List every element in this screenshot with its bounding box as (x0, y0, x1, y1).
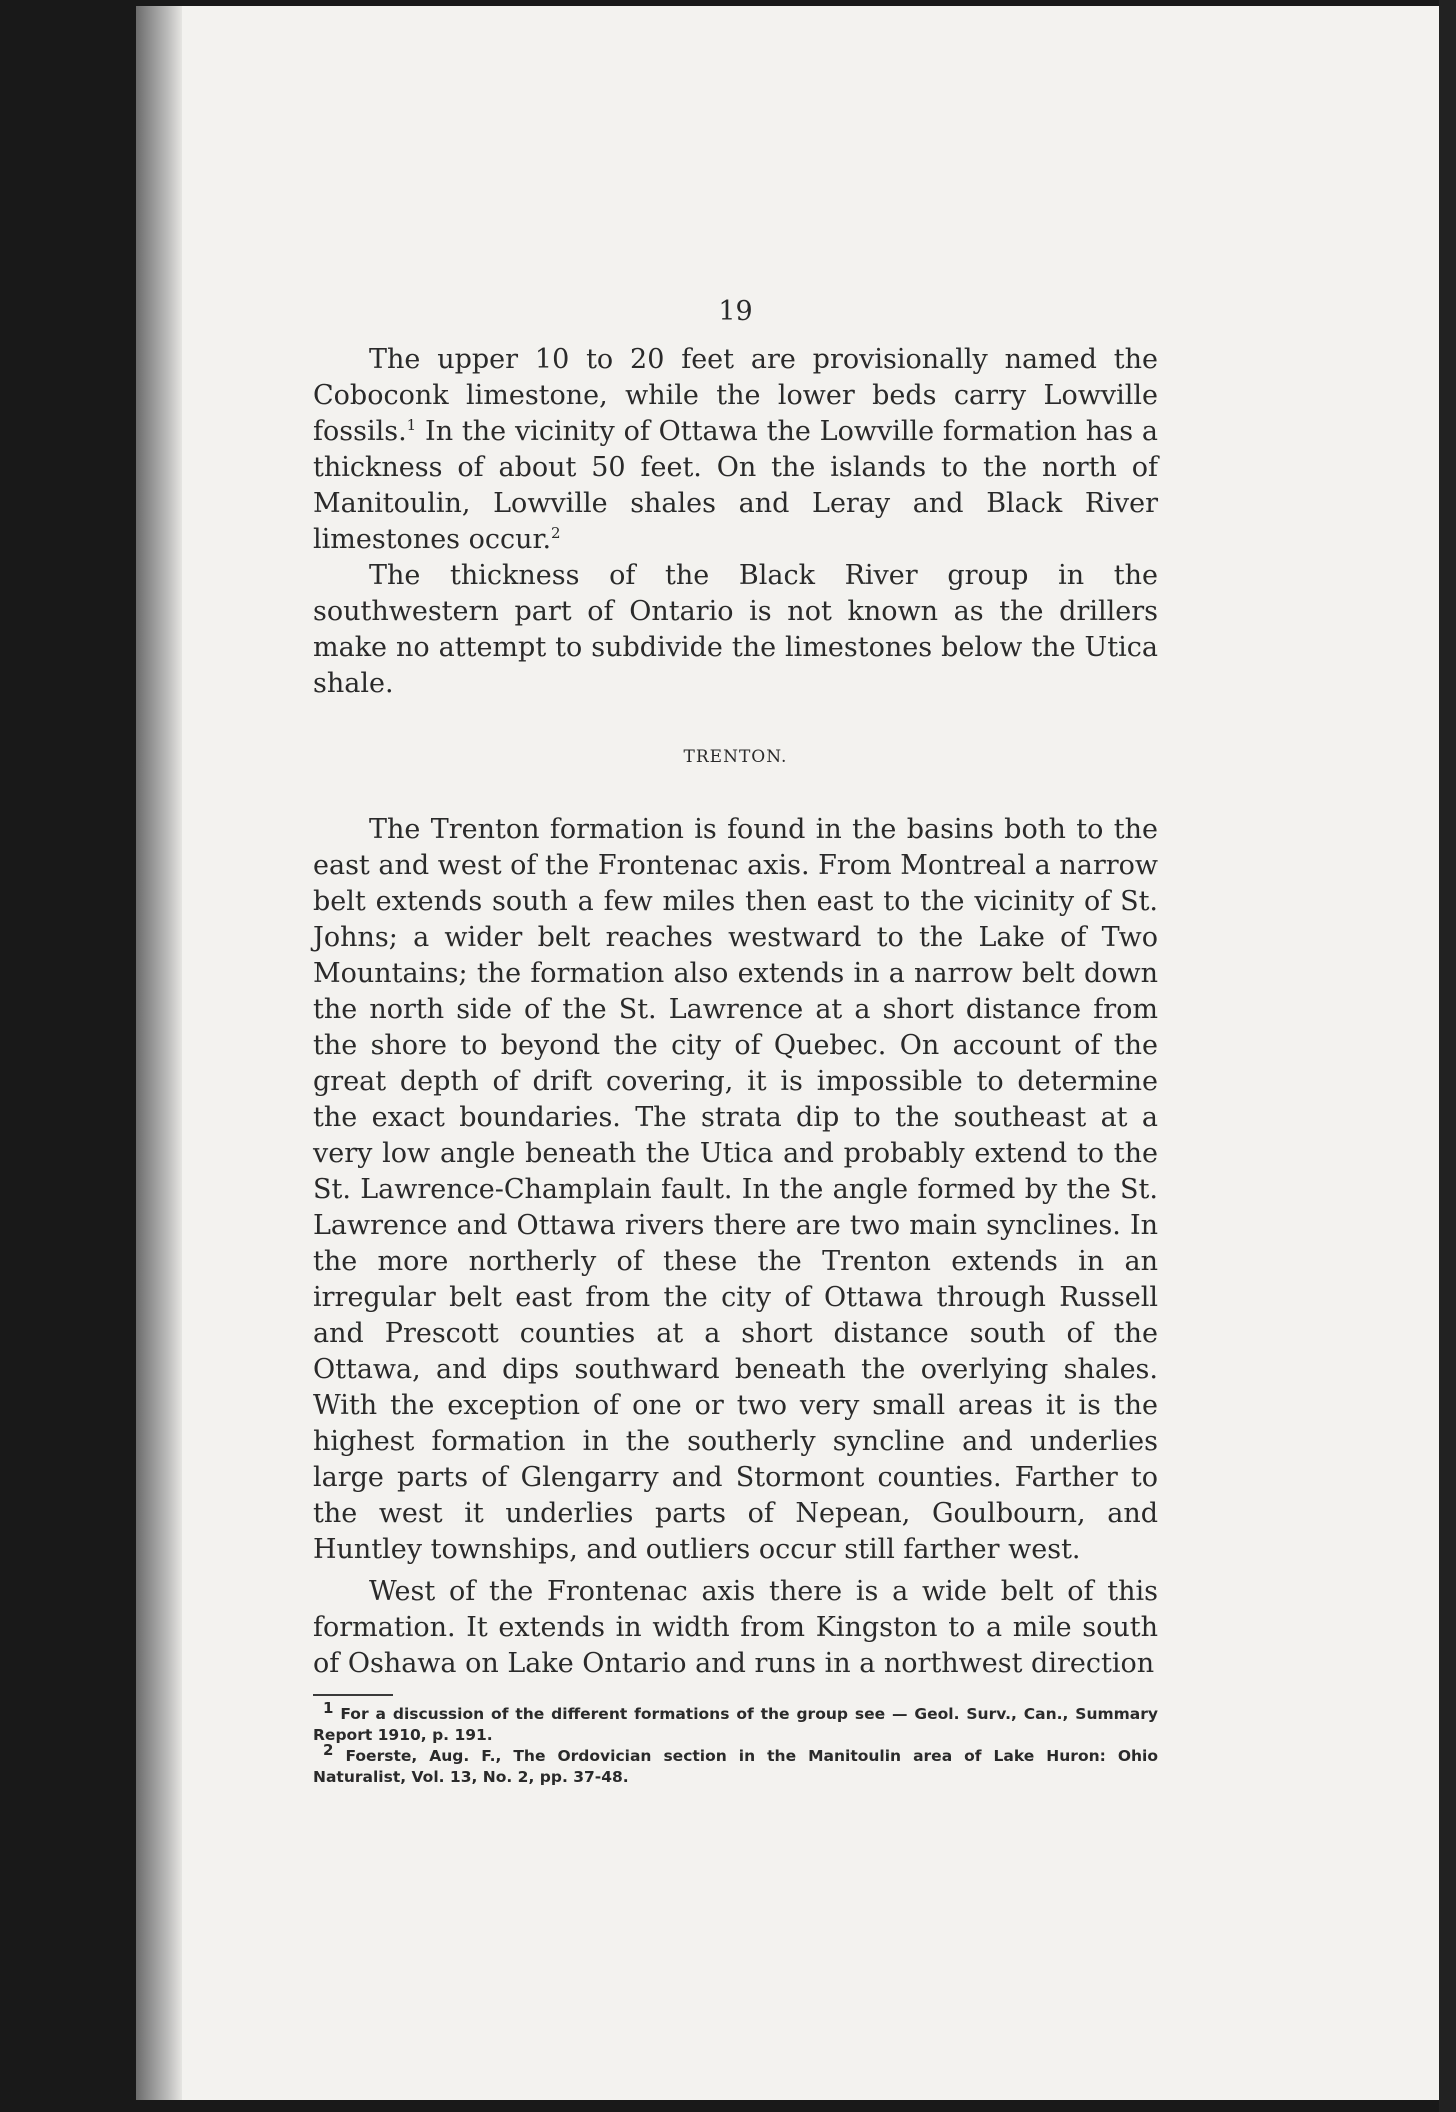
footnote-mark-1: 1 (323, 1698, 334, 1717)
footnote-text: Foerste, Aug. F., The Ordovician section in the Manitoulin area of Lake Huron: Ohio Naturalist, Vol. 13, No. 2, pp. 37-48. (313, 1747, 1159, 1786)
paragraph-lowville (313, 342, 1158, 558)
page-gutter-shadow (136, 6, 182, 2100)
scan-right-edge (1439, 0, 1456, 2112)
paragraph-text: The upper 10 to 20 feet are provisionally named the Coboconk limestone, while the lower beds carry Lowville fossils. (313, 344, 1158, 447)
footnote-text: For a discussion of the different formations of the group see — Geol. Surv., Can., Summary Report 1910, p. 191. (313, 1705, 1158, 1744)
page-text-block (313, 290, 1158, 1788)
footnote-2 (313, 1740, 1159, 1788)
footnote-mark-2: 2 (323, 1740, 334, 1759)
footnote-ref-1: 1 (406, 416, 417, 434)
section-heading-trenton: TRENTON. (683, 747, 788, 767)
page-number: 19 (718, 296, 753, 327)
paragraph-black-river: The thickness of the Black River group in the southwestern part of Ontario is not known as the drillers make no attempt to subdivide the limestones below the Utica shale. (313, 560, 1158, 699)
paragraph-trenton: The Trenton formation is found in the basins both to the east and west of the Frontenac axis. From Montreal a narrow belt extends south a few miles then east to the vicinity of St. Johns; a wider belt reaches westward to the Lake of Two Mountains; the formation also extends in a narrow belt down the north side of the St. Lawrence at a short distance from the shore to beyond the city of Quebec. On account of the great depth of drift covering, it is impossible to determine the exact boundaries. The strata dip to the southeast at a very low angle beneath the Utica and probably extend to the St. Lawrence-Champlain fault. In the angle formed by the St. Lawrence and Ottawa rivers there are two main synclines. In the more northerly of these the Trenton extends in an irregular belt east from the city of Ottawa through Russell and Prescott counties at a short distance south of the Ottawa, and dips southward beneath the overlying shales. With the exception of one or two very small areas it is the highest formation in the southerly syncline and underlies large parts of Glengarry and Stormont counties. Farther to the west it underlies parts of Nepean, Goulbourn, and Huntley townships, and outliers occur still farther west. (313, 814, 1158, 1565)
footnote-ref-2: 2 (551, 524, 561, 542)
paragraph-west-frontenac: West of the Frontenac axis there is a wide belt of this formation. It extends in width from Kingston to a mile south of Oshawa on Lake Ontario and runs in a northwest direction (313, 1576, 1158, 1679)
paragraph-text: In the vicinity of Ottawa the Lowville formation has a thickness of about 50 feet. On the islands to the north of Manitoulin, Lowville shales and Leray and Black River limestones occur. (313, 416, 1158, 555)
footnote-rule (313, 1694, 393, 1696)
footnote-1 (313, 1698, 1158, 1746)
